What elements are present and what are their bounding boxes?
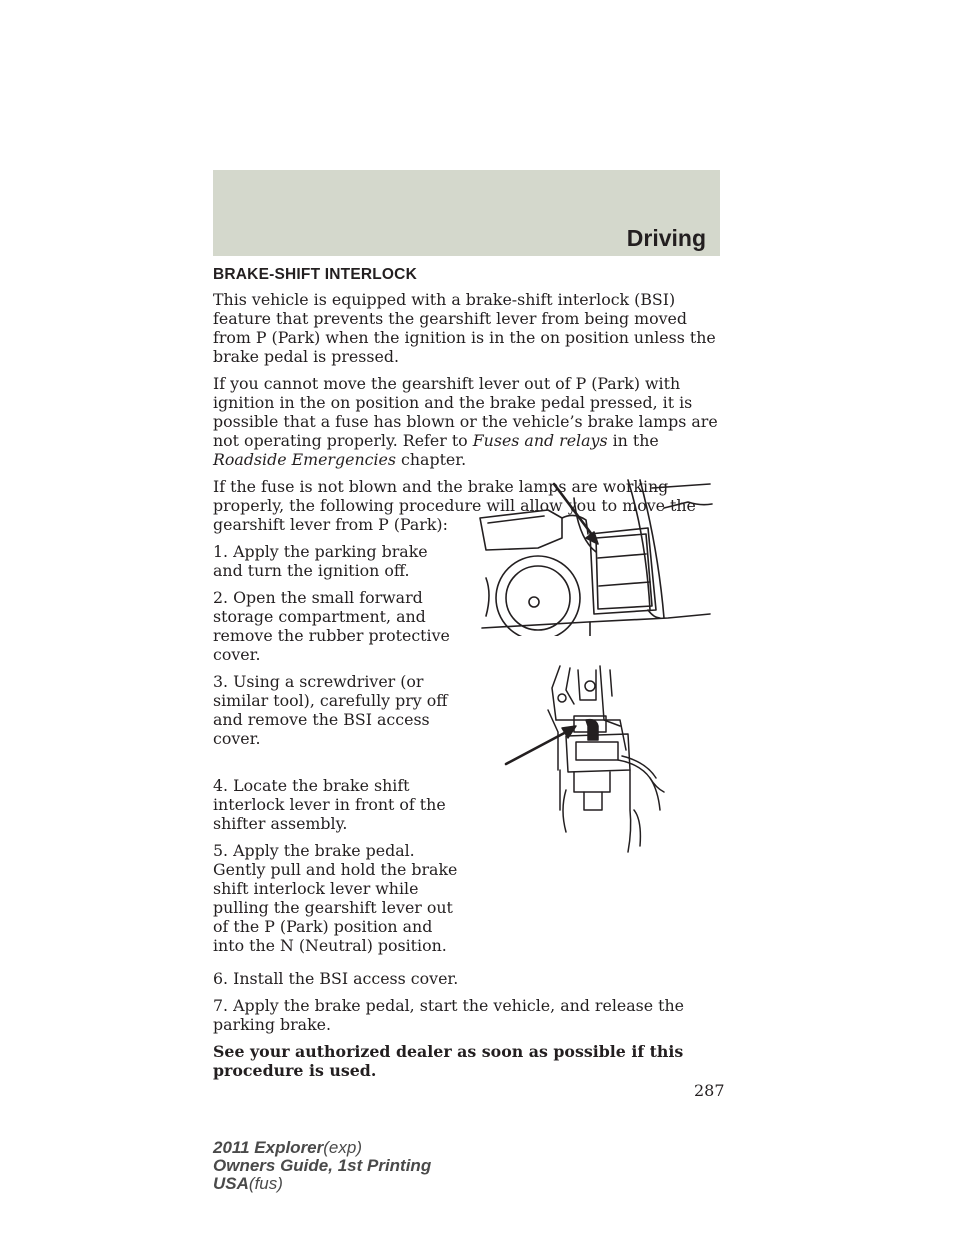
fuse-paragraph-end: chapter. bbox=[401, 450, 467, 469]
footer-model: 2011 Explorer bbox=[213, 1138, 324, 1157]
page-number: 287 bbox=[694, 1081, 725, 1100]
interlock-lever-illustration bbox=[500, 660, 670, 856]
fuse-paragraph-mid: in the bbox=[612, 431, 659, 450]
fuse-paragraph bbox=[213, 374, 728, 469]
step-4: 4. Locate the brake shift interlock lever in front of the shifter assembly. bbox=[213, 776, 446, 833]
dealer-warning: See your authorized dealer as soon as possible if this procedure is used. bbox=[213, 1042, 684, 1080]
footer-market: USA bbox=[213, 1174, 249, 1193]
print-footer bbox=[213, 1139, 431, 1193]
roadside-emergencies-reference: Roadside Emergencies bbox=[213, 450, 396, 469]
step-2: 2. Open the small forward storage compartment, and remove the rubber protective cover. bbox=[213, 588, 450, 664]
procedure-intro: If the fuse is not blown and the brake lamps are working properly, the following procedure will allow you to move the gearshift lever from P (Park): bbox=[213, 477, 696, 534]
step-6: 6. Install the BSI access cover. bbox=[213, 969, 459, 988]
step-3: 3. Using a screwdriver (or similar tool), carefully pry off and remove the BSI access cover. bbox=[213, 672, 448, 748]
step-5: 5. Apply the brake pedal. Gently pull and hold the brake shift interlock lever while pulling the gearshift lever out of the P (Park) position and into the N (Neutral) position. bbox=[213, 841, 458, 955]
section-title: Driving bbox=[626, 225, 706, 251]
intro-paragraph: This vehicle is equipped with a brake-shift interlock (BSI) feature that prevents the gearshift lever from being moved from P (Park) when the ignition is in the on position unless the brake pedal is pressed. bbox=[213, 290, 716, 366]
section-heading: BRAKE-SHIFT INTERLOCK bbox=[213, 266, 417, 283]
footer-model-code: (exp) bbox=[323, 1138, 362, 1157]
storage-compartment-illustration bbox=[478, 478, 714, 636]
footer-edition: Owners Guide, 1st Printing bbox=[213, 1156, 432, 1175]
footer-line-3 bbox=[213, 1175, 431, 1193]
step-7: 7. Apply the brake pedal, start the vehicle, and release the parking brake. bbox=[213, 996, 684, 1034]
step-1: 1. Apply the parking brake and turn the ignition off. bbox=[213, 542, 428, 580]
section-header-tab bbox=[213, 170, 720, 256]
fuses-relays-reference: Fuses and relays bbox=[472, 431, 608, 450]
footer-line-1 bbox=[213, 1139, 431, 1157]
footer-market-code: (fus) bbox=[248, 1174, 283, 1193]
fuse-paragraph-start: If you cannot move the gearshift lever out of P (Park) with ignition in the on position and the brake pedal pressed, it is possible that a fuse has blown or the vehicle’s brake lamps are not operating properly. Refer to bbox=[213, 374, 718, 450]
footer-line-2 bbox=[213, 1157, 431, 1175]
